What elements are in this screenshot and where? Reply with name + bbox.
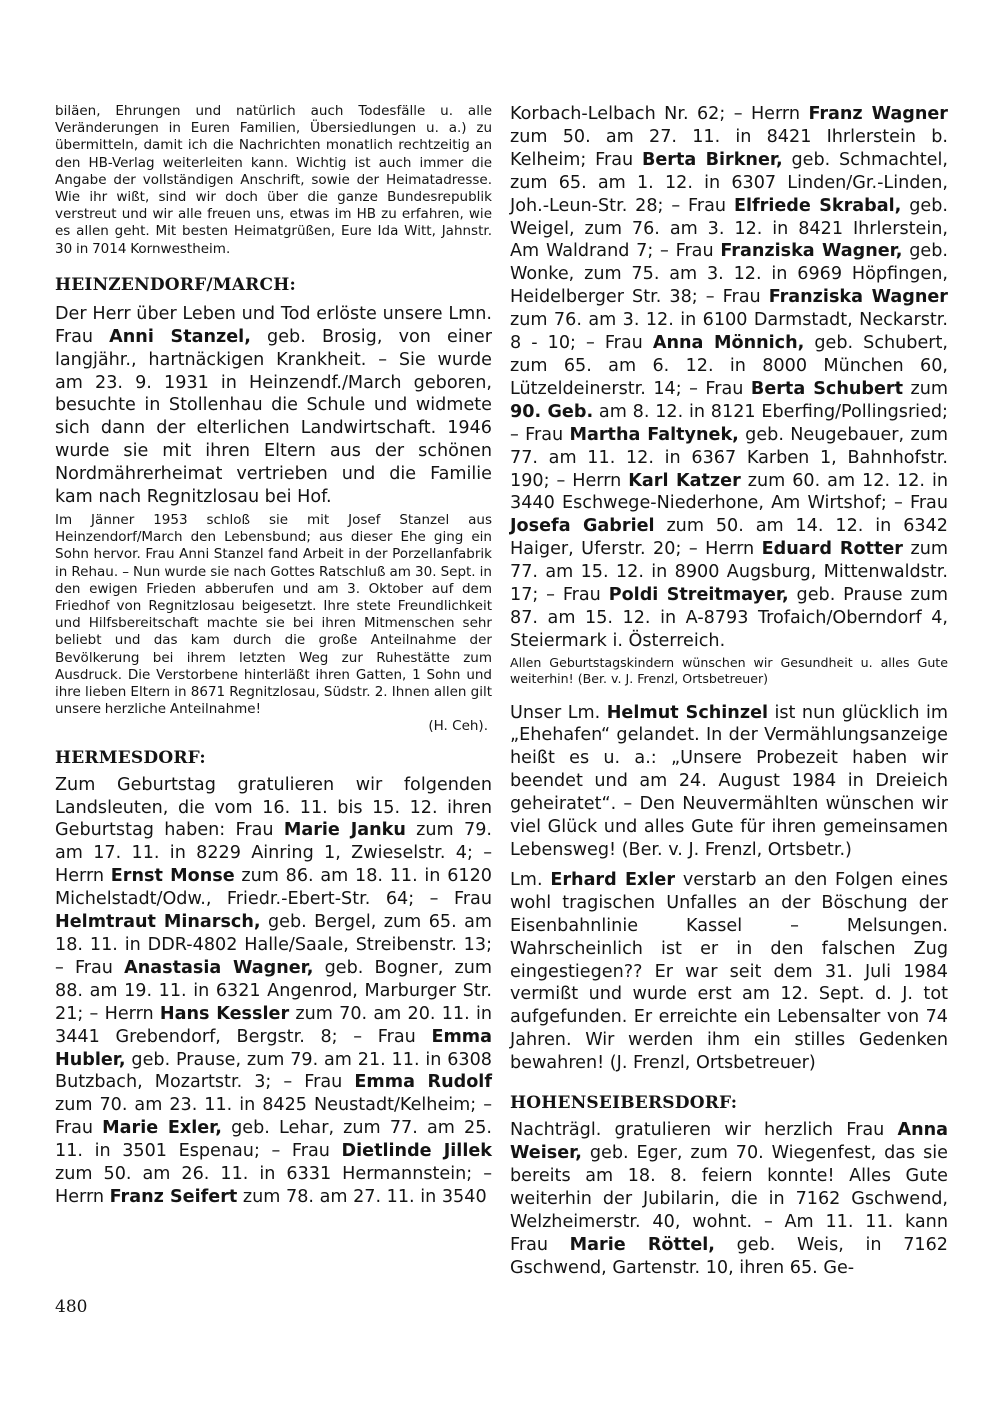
left-column [55, 103, 492, 1209]
person-name: Dietlinde Jillek [341, 1141, 492, 1162]
person-name: Helmut Schinzel [606, 702, 769, 723]
person-name: Helmtraut Minarsch, [55, 912, 261, 933]
heinzendorf-signature: (H. Ceh). [428, 718, 488, 735]
person-name: Hans Kessler [159, 1003, 290, 1024]
person-name: Poldi Streitmayer, [608, 585, 789, 606]
person-name: Ernst Monse [110, 866, 235, 887]
person-name: Franziska Wagner [768, 287, 948, 308]
person-name: Marie Exler, [102, 1118, 222, 1139]
person-name: Anna Weiser, [510, 1120, 948, 1163]
person-name: Franz Seifert [109, 1186, 238, 1207]
heinzendorf-heading: HEINZENDORF/MARCH: [55, 274, 296, 295]
person-name: Marie Janku [283, 820, 406, 841]
person-name: Eduard Rotter [761, 539, 903, 560]
person-name: Josefa Gabriel [510, 516, 655, 537]
hohenseibersdorf-paragraph: Nachträgl. gratulieren wir herzlich Frau Anna Weiser, geb. Eger, zum 70. Wiegenfest, das sie bereits am 18. 8. feiern konnte! Alles Gute weiterhin der Jubilarin, die in 7162 Gschwend, Welzheimerstr. 40, wohnt. – Am 11. 11. kann Frau Marie Röttel, geb. Weis, in 7162 Gschwend, Gartenstr. 10, ihren 65. Ge- [510, 1120, 948, 1278]
schinzel-paragraph: Unser Lm. Helmut Schinzel ist nun glücklich im „Ehehafen“ gelandet. In der Vermählungsanzeige heißt es u. a.: „Unsere Probezeit haben wir beendet und am 24. August 1984 in Dreieich geheiratet“. – Den Neuvermählten wünschen wir viel Glück und alles Gute für ihren gemeinsamen Lebensweg! (Ber. v. J. Frenzl, Ortsbetr.) [510, 702, 948, 860]
right-column [510, 103, 948, 1279]
person-name: Anna Mönnich, [652, 333, 805, 354]
person-name: Erhard Exler [550, 869, 676, 890]
person-name: Berta Birkner, [641, 149, 783, 170]
person-name: Karl Katzer [628, 470, 741, 491]
person-name: Martha Faltynek, [569, 424, 739, 445]
person-name: Marie Röttel, [569, 1234, 715, 1255]
person-name: Berta Schubert [750, 378, 903, 399]
birthday-age: 90. Geb. [510, 401, 594, 422]
hermesdorf-heading: HERMESDORF: [55, 747, 206, 768]
exler-paragraph: Lm. Erhard Exler verstarb an den Folgen eines wohl tragischen Unfalles an der Böschung der Eisenbahnlinie Kassel – Melsungen. Wahrscheinlich ist er in den falschen Zug eingestiegen?? Er war seit dem 31. Juli 1984 vermißt und wurde erst am 12. Sept. d. J. tot aufgefunden. Er erreichte ein Lebensalter von 74 Jahren. Wir werden ihm ein stilles Gedenken bewahren! (J. Frenzl, Ortsbetreuer) [510, 869, 948, 1074]
person-name: Anni Stanzel, [109, 326, 251, 347]
person-name: Elfriede Skrabal, [733, 195, 902, 216]
person-name: Franziska Wagner, [720, 241, 903, 262]
hermesdorf-birthdays: Zum Geburtstag gratulieren wir folgenden Landsleuten, die vom 16. 11. bis 15. 12. ihren Geburtstag haben: Frau Marie Janku zum 79. am 17. 11. in 8229 Ainring 1, Zwieselstr. 4; – Herrn Ernst Monse zum 86. am 18. 11. in 6120 Michelstadt/Odw., Friedr.-Ebert-Str. 64; – Frau Helmtraut Minarsch, geb. Bergel, zum 65. am 18. 11. in DDR-4802 Halle/Saale, Streibenstr. 13; – Frau Anastasia Wagner, geb. Bogner, zum 88. am 19. 11. in 6321 Angenrod, Marburger Str. 21; – Herrn Hans Kessler zum 70. am 20. 11. in 3441 Grebendorf, Bergstr. 8; – Frau Emma Hubler, geb. Prause, zum 79. am 21. 11. in 6308 Butzbach, Mozartstr. 3; – Frau Emma Rudolf zum 70. am 23. 11. in 8425 Neustadt/Kelheim; – Frau Marie Exler, geb. Lehar, zum 77. am 25. 11. in 3501 Espenau; – Frau Dietlinde Jillek zum 50. am 26. 11. in 6331 Hermannstein; – Herrn Franz Seifert zum 78. am 27. 11. in 3540 [55, 774, 493, 1207]
heinzendorf-paragraph-1: Der Herr über Leben und Tod erlöste unsere Lmn. Frau Anni Stanzel, geb. Brosig, von einer langjähr., hartnäckigen Krankheit. – Sie wurde am 23. 9. 1931 in Heinzendf./March geboren, besuchte in Stollenhau die Schule und widmete sich dann der elterlichen Landwirtschaft. 1946 wurde sie mit ihren Eltern aus der schönen Nordmährerheimat vertrieben und die Familie kam nach Regnitzlosau bei Hof. [55, 303, 492, 508]
birthday-list-continued: Korbach-Lelbach Nr. 62; – Herrn Franz Wagner zum 50. am 27. 11. in 8421 Ihrlerstein b. Kelheim; Frau Berta Birkner, geb. Schmachtel, zum 65. am 1. 12. in 6307 Linden/Gr.-Linden, Joh.-Leun-Str. 28; – Frau Elfriede Skrabal, geb. Weigel, zum 76. am 3. 12. in 8421 Ihrlerstein, Am Waldrand 7; – Frau Franziska Wagner, geb. Wonke, zum 75. am 3. 12. in 6969 Höpfingen, Heidelberger Str. 38; – Frau Franziska Wagner zum 76. am 3. 12. in 6100 Darmstadt, Neckarstr. 8 - 10; – Frau Anna Mönnich, geb. Schubert, zum 65. am 6. 12. in 8000 München 60, Lützeldeinerstr. 14; – Frau Berta Schubert zum 90. Geb. am 8. 12. in 8121 Eberfing/Pollingsried; – Frau Martha Faltynek, geb. Neugebauer, zum 77. am 11. 12. in 6367 Karben 1, Bahnhofstr. 190; – Herrn Karl Katzer zum 60. am 12. 12. in 3440 Eschwege-Niederhone, Am Wirtshof; – Frau Josefa Gabriel zum 50. am 14. 12. in 6342 Haiger, Uferstr. 20; – Herrn Eduard Rotter zum 77. am 15. 12. in 8900 Augsburg, Mittenwaldstr. 17; – Frau Poldi Streitmayer, geb. Prause zum 87. am 15. 12. in A-8793 Trofaich/Oberndorf 4, Steiermark i. Österreich. [510, 104, 949, 651]
page-number: 480 [55, 1297, 88, 1317]
hohenseibersdorf-heading: HOHENSEIBERSDORF: [510, 1093, 738, 1114]
person-name: Emma Hubler, [55, 1026, 492, 1070]
person-name: Anastasia Wagner, [124, 957, 314, 978]
person-name: Franz Wagner [808, 104, 948, 124]
greeting-note: Allen Geburtstagskindern wünschen wir Gesundheit u. alles Gute weiterhin! (Ber. v. J. Frenzl, Ortsbetreuer) [510, 654, 948, 687]
intro-paragraph: biläen, Ehrungen und natürlich auch Todesfälle u. alle Veränderungen in Euren Familien, Übersiedlungen u. a.) zu übermitteln, damit ich die Nachrichten monatlich rechtzeitig an den HB-Verlag weiterleiten kann. Wichtig ist auch immer die Angabe der vollständigen Anschrift, sowie der Heimatadresse. Wie ihr wißt, sind wir doch über die ganze Bundesrepublik verstreut und wir alle freuen uns, etwas im HB zu erfahren, wie es allen geht. Mit besten Heimatgrüßen, Eure Ida Witt, Jahnstr. 30 in 7014 Kornwestheim. [55, 103, 492, 257]
heinzendorf-paragraph-2: Im Jänner 1953 schloß sie mit Josef Stanzel aus Heinzendorf/March den Lebensbund; aus dieser Ehe ging ein Sohn hervor. Frau Anni Stanzel fand Arbeit in der Porzellanfabrik in Rehau. – Nun wurde sie nach Gottes Ratschluß am 30. Sept. in den ewigen Frieden abberufen und am 3. Oktober auf dem Friedhof von Regnitzlosau beigesetzt. Ihre stete Freundlichkeit und Hilfsbereitschaft machte sie bei ihren Mitmenschen sehr beliebt und das kam durch die große Anteilnahme der Bevölkerung bei ihrem letzten Weg zur Ruhestätte zum Ausdruck. Die Verstorbene hinterläßt ihren Gatten, 1 Sohn und ihre lieben Eltern in 8671 Regnitzlosau, Südstr. 2. Ihnen allen gilt unsere herzliche Anteilnahme! [55, 511, 492, 718]
person-name: Emma Rudolf [354, 1072, 492, 1093]
